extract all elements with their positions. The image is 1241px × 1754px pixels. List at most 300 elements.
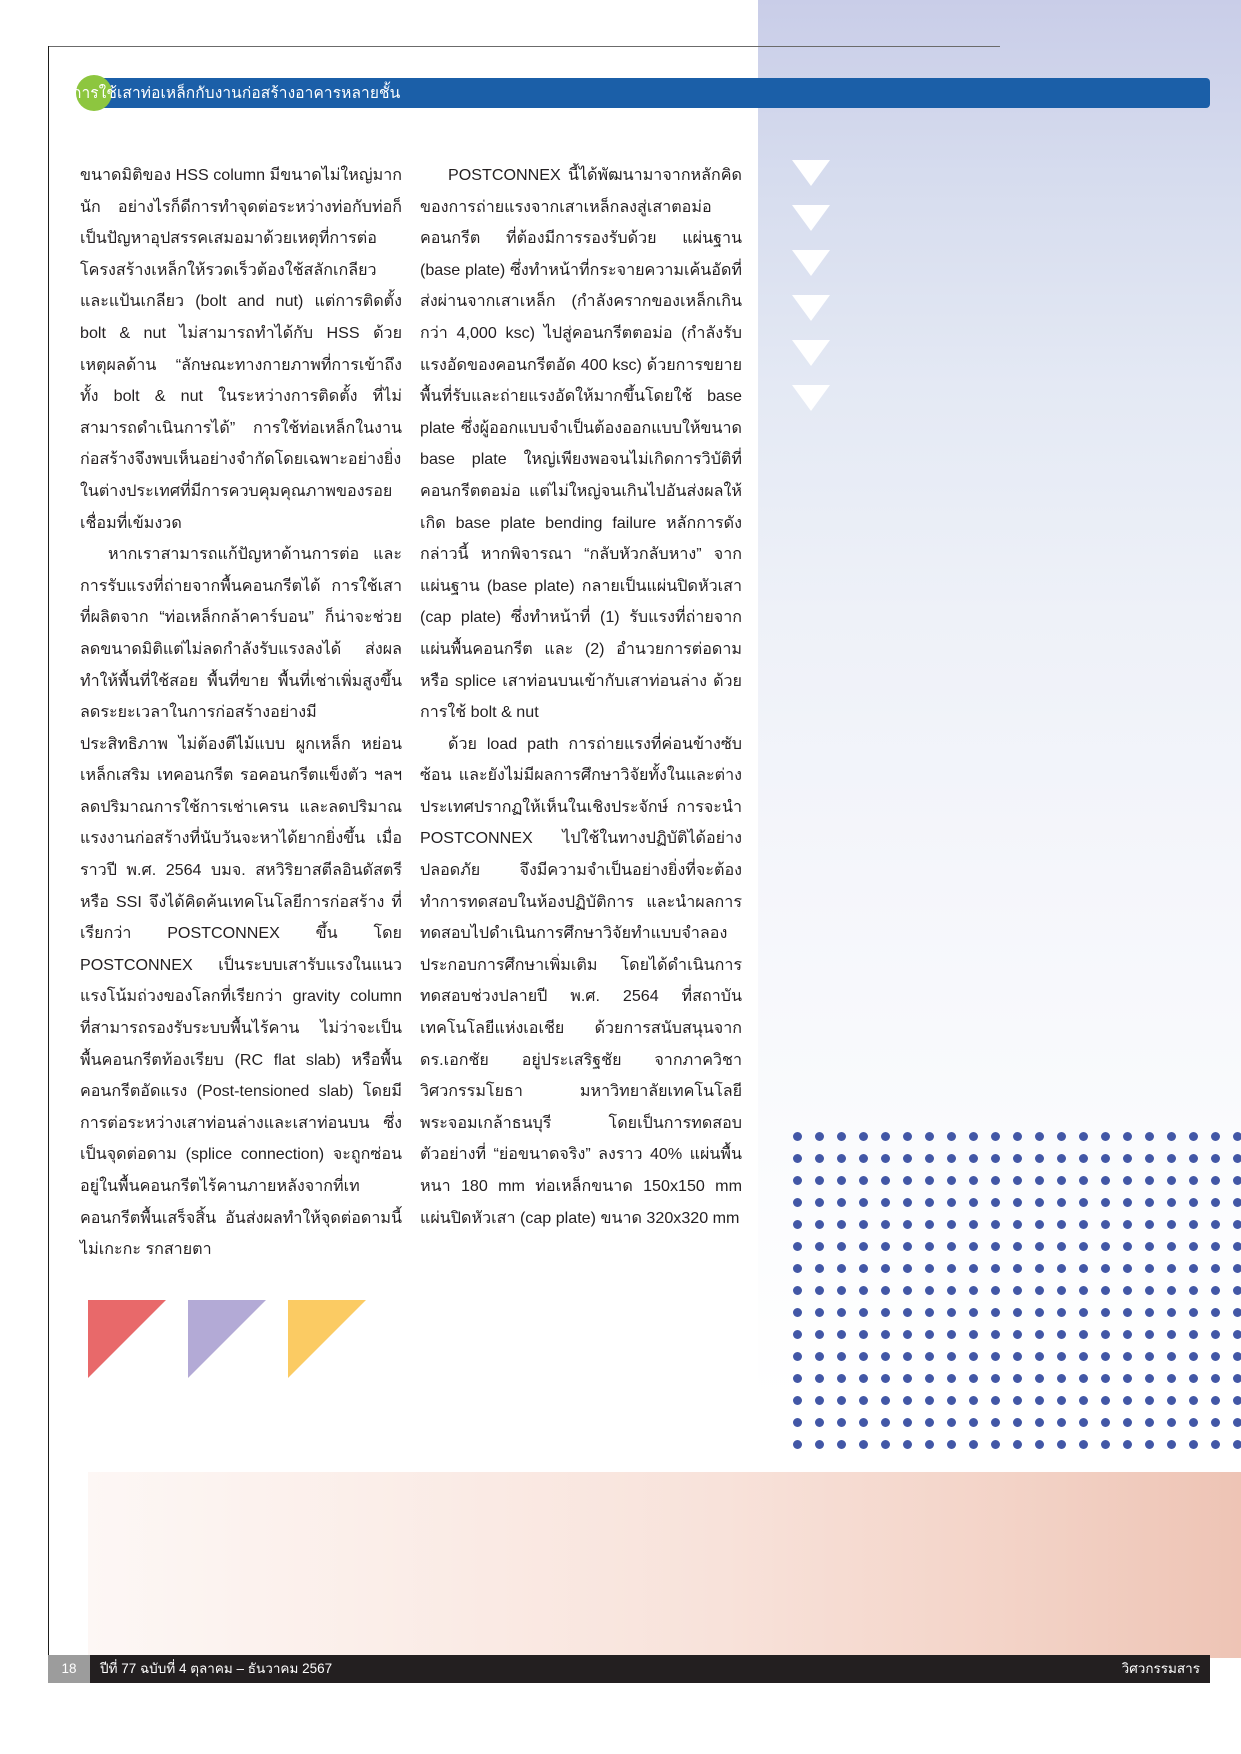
dot	[903, 1132, 912, 1141]
dot	[1101, 1198, 1110, 1207]
dot	[1167, 1132, 1176, 1141]
dot	[1211, 1396, 1220, 1405]
dot	[1013, 1308, 1022, 1317]
dot	[881, 1396, 890, 1405]
dot	[969, 1374, 978, 1383]
dot	[1189, 1264, 1198, 1273]
dot	[837, 1374, 846, 1383]
dot	[1101, 1220, 1110, 1229]
dot	[1013, 1220, 1022, 1229]
dot	[903, 1330, 912, 1339]
dot	[1167, 1242, 1176, 1251]
dot	[1123, 1286, 1132, 1295]
dot	[793, 1308, 802, 1317]
dot	[1101, 1286, 1110, 1295]
dot	[1123, 1374, 1132, 1383]
dot	[859, 1198, 868, 1207]
dot	[1013, 1286, 1022, 1295]
dot	[1167, 1330, 1176, 1339]
dot	[1167, 1286, 1176, 1295]
dot	[815, 1330, 824, 1339]
dot	[837, 1220, 846, 1229]
dot	[815, 1220, 824, 1229]
dot	[881, 1352, 890, 1361]
dot	[947, 1440, 956, 1449]
dot	[793, 1242, 802, 1251]
dot	[1057, 1418, 1066, 1427]
dot	[903, 1198, 912, 1207]
dot	[1079, 1220, 1088, 1229]
dot	[1189, 1440, 1198, 1449]
dot	[881, 1220, 890, 1229]
dot	[1145, 1198, 1154, 1207]
dot	[969, 1286, 978, 1295]
dot	[947, 1242, 956, 1251]
dot	[991, 1286, 1000, 1295]
dot	[1211, 1352, 1220, 1361]
dot	[793, 1286, 802, 1295]
dot-row	[793, 1282, 1241, 1304]
dot	[1057, 1374, 1066, 1383]
dot	[947, 1286, 956, 1295]
dot	[1145, 1440, 1154, 1449]
dot	[1123, 1198, 1132, 1207]
dot	[1079, 1440, 1088, 1449]
dot	[925, 1154, 934, 1163]
dot	[991, 1418, 1000, 1427]
left-vertical-rule	[48, 46, 49, 1682]
dot	[1079, 1308, 1088, 1317]
dot	[947, 1330, 956, 1339]
dot	[1211, 1264, 1220, 1273]
dot	[793, 1176, 802, 1185]
dot	[1211, 1418, 1220, 1427]
dot	[1035, 1242, 1044, 1251]
dot	[991, 1440, 1000, 1449]
dot	[925, 1440, 934, 1449]
dot-row	[793, 1128, 1241, 1150]
triangle-down-icon	[792, 205, 830, 231]
dot	[1101, 1264, 1110, 1273]
dot	[1145, 1286, 1154, 1295]
dot	[1211, 1308, 1220, 1317]
dot	[1189, 1308, 1198, 1317]
triangle-down-icon	[792, 250, 830, 276]
dot	[1145, 1330, 1154, 1339]
dot	[1035, 1330, 1044, 1339]
dot	[859, 1352, 868, 1361]
dot	[1145, 1374, 1154, 1383]
dot	[1145, 1418, 1154, 1427]
dot	[1233, 1374, 1241, 1383]
dot	[815, 1352, 824, 1361]
dot	[1233, 1242, 1241, 1251]
dot	[1035, 1264, 1044, 1273]
dot	[1013, 1154, 1022, 1163]
dot	[947, 1396, 956, 1405]
dot	[859, 1286, 868, 1295]
dot	[947, 1352, 956, 1361]
dot	[793, 1418, 802, 1427]
dot	[1211, 1330, 1220, 1339]
dot-row	[793, 1238, 1241, 1260]
dot	[969, 1176, 978, 1185]
dot	[1101, 1330, 1110, 1339]
dot	[881, 1440, 890, 1449]
dot	[881, 1176, 890, 1185]
dot	[1167, 1352, 1176, 1361]
dot	[1057, 1198, 1066, 1207]
dot	[1167, 1396, 1176, 1405]
dot	[815, 1154, 824, 1163]
dot	[1057, 1440, 1066, 1449]
dot	[837, 1352, 846, 1361]
issue-info: ปีที่ 77 ฉบับที่ 4 ตุลาคม – ธันวาคม 2567	[100, 1661, 333, 1676]
dot	[859, 1396, 868, 1405]
dot	[1145, 1132, 1154, 1141]
dot	[1167, 1198, 1176, 1207]
dot	[881, 1198, 890, 1207]
dot	[903, 1374, 912, 1383]
dot	[881, 1308, 890, 1317]
dot	[925, 1330, 934, 1339]
dot	[903, 1396, 912, 1405]
dot	[1101, 1176, 1110, 1185]
dot	[1057, 1330, 1066, 1339]
dot	[1233, 1176, 1241, 1185]
dot	[859, 1440, 868, 1449]
dot	[1167, 1418, 1176, 1427]
dot	[1057, 1396, 1066, 1405]
dot	[881, 1242, 890, 1251]
dot	[1211, 1176, 1220, 1185]
dot	[969, 1220, 978, 1229]
dot	[1035, 1418, 1044, 1427]
dot	[903, 1220, 912, 1229]
dot	[793, 1440, 802, 1449]
dot	[1189, 1198, 1198, 1207]
dot	[947, 1154, 956, 1163]
dot	[1123, 1154, 1132, 1163]
dot	[1013, 1132, 1022, 1141]
dot	[969, 1440, 978, 1449]
top-horizontal-rule	[48, 46, 1000, 47]
dot	[1057, 1352, 1066, 1361]
dot	[991, 1132, 1000, 1141]
dot	[881, 1330, 890, 1339]
dot	[1013, 1396, 1022, 1405]
dot	[837, 1198, 846, 1207]
dot	[1123, 1132, 1132, 1141]
dot	[859, 1264, 868, 1273]
dot-row	[793, 1436, 1241, 1458]
dot	[1035, 1374, 1044, 1383]
article-title: การใช้เสาท่อเหล็กกับงานก่อสร้างอาคารหลายชั้น	[72, 85, 401, 102]
dot-pattern-decoration	[793, 1128, 1241, 1458]
dot	[1035, 1176, 1044, 1185]
dot	[881, 1374, 890, 1383]
dot	[1013, 1418, 1022, 1427]
dot	[815, 1198, 824, 1207]
dot	[925, 1418, 934, 1427]
dot	[1233, 1264, 1241, 1273]
dot	[991, 1264, 1000, 1273]
dot	[1101, 1374, 1110, 1383]
dot	[1189, 1286, 1198, 1295]
dot	[837, 1396, 846, 1405]
dot	[859, 1154, 868, 1163]
dot	[1233, 1154, 1241, 1163]
dot	[1145, 1352, 1154, 1361]
dot	[1079, 1396, 1088, 1405]
dot	[815, 1286, 824, 1295]
dot	[881, 1154, 890, 1163]
dot	[1035, 1220, 1044, 1229]
dot	[1233, 1286, 1241, 1295]
dot	[925, 1352, 934, 1361]
dot	[903, 1418, 912, 1427]
dot	[1101, 1418, 1110, 1427]
dot	[859, 1220, 868, 1229]
white-triangle-group	[792, 160, 830, 430]
dot	[1035, 1286, 1044, 1295]
dot	[1123, 1418, 1132, 1427]
dot	[815, 1396, 824, 1405]
dot	[903, 1440, 912, 1449]
dot	[1013, 1176, 1022, 1185]
dot	[837, 1330, 846, 1339]
dot	[991, 1308, 1000, 1317]
dot	[1123, 1330, 1132, 1339]
dot	[859, 1242, 868, 1251]
dot	[991, 1198, 1000, 1207]
dot-row	[793, 1348, 1241, 1370]
dot	[1101, 1242, 1110, 1251]
body-column-right	[420, 160, 742, 1234]
dot-row	[793, 1392, 1241, 1414]
dot	[1233, 1396, 1241, 1405]
dot	[1145, 1242, 1154, 1251]
dot	[991, 1242, 1000, 1251]
dot	[815, 1176, 824, 1185]
dot	[1079, 1198, 1088, 1207]
dot	[1057, 1154, 1066, 1163]
dot	[903, 1308, 912, 1317]
dot-row	[793, 1150, 1241, 1172]
dot	[1189, 1330, 1198, 1339]
triangle-down-icon	[792, 340, 830, 366]
dot	[1233, 1308, 1241, 1317]
dot	[1079, 1352, 1088, 1361]
paragraph-left-1: ขนาดมิติของ HSS column มีขนาดไม่ใหญ่มากนัก อย่างไรก็ดีการทำจุดต่อระหว่างท่อกับท่อก็เป็นปัญหาอุปสรรคเสมอมาด้วยเหตุที่การต่อโครงสร้างเหล็กให้รวดเร็วต้องใช้สลักเกลียวและแป้นเกลียว (bolt and nut) แต่การติดตั้ง bolt & nut ไม่สามารถทำได้กับ HSS ด้วยเหตุผลด้าน “ลักษณะทางกายภาพที่การเข้าถึงทั้ง bolt & nut ในระหว่างการติดตั้ง ที่ไม่สามารถดำเนินการได้” การใช้ท่อเหล็กในงานก่อสร้างจึงพบเห็นอย่างจำกัดโดยเฉพาะอย่างยิ่งในต่างประเทศที่มีการควบคุมคุณภาพของรอยเชื่อมที่เข้มงวด	[80, 166, 402, 532]
dot	[1189, 1374, 1198, 1383]
dot-row	[793, 1304, 1241, 1326]
dot	[947, 1198, 956, 1207]
dot	[969, 1264, 978, 1273]
dot	[1057, 1242, 1066, 1251]
dot	[1211, 1374, 1220, 1383]
dot-row	[793, 1414, 1241, 1436]
dot	[1035, 1132, 1044, 1141]
dot	[1013, 1330, 1022, 1339]
dot	[1057, 1132, 1066, 1141]
dot	[1145, 1176, 1154, 1185]
dot	[1013, 1264, 1022, 1273]
dot	[969, 1154, 978, 1163]
dot	[815, 1440, 824, 1449]
dot	[969, 1132, 978, 1141]
dot	[815, 1308, 824, 1317]
dot	[1123, 1264, 1132, 1273]
dot	[815, 1418, 824, 1427]
paragraph-left-2: หากเราสามารถแก้ปัญหาด้านการต่อ และการรับแรงที่ถ่ายจากพื้นคอนกรีตได้ การใช้เสาที่ผลิตจาก “ท่อเหล็กกล้าคาร์บอน” ก็น่าจะช่วย ลดขนาดมิติแต่ไม่ลดกำลังรับแรงลงได้ ส่งผลทำให้พื้นที่ใช้สอย พื้นที่ขาย พื้นที่เช่าเพิ่มสูงขึ้น ลดระยะเวลาในการก่อสร้างอย่างมีประสิทธิภาพ ไม่ต้องตีไม้แบบ ผูกเหล็ก หย่อนเหล็กเสริม เทคอนกรีต รอคอนกรีตแข็งตัว ฯลฯ ลดปริมาณการใช้การเช่าเครน และลดปริมาณแรงงานก่อสร้างที่นับวันจะหาได้ยากยิ่งขึ้น เมื่อราวปี พ.ศ. 2564 บมจ. สหวิริยาสตีลอินดัสตรี หรือ SSI จึงได้คิดค้นเทคโนโลยีการก่อสร้าง ที่เรียกว่า POSTCONNEX ขึ้น โดย POSTCONNEX เป็นระบบเสารับแรงในแนวแรงโน้มถ่วงของโลกที่เรียกว่า gravity column ที่สามารถรองรับระบบพื้นไร้คาน ไม่ว่าจะเป็น พื้นคอนกรีตท้องเรียบ (RC flat slab) หรือพื้นคอนกรีตอัดแรง (Post-tensioned slab) โดยมีการต่อระหว่างเสาท่อนล่างและเสาท่อนบน ซึ่งเป็นจุดต่อดาม (splice connection) จะถูกซ่อนอยู่ในพื้นคอนกรีตไร้คานภายหลังจากที่เทคอนกรีตพื้นเสร็จสิ้น อันส่งผลทำให้จุดต่อดามนี้ไม่เกะกะ รกสายตา	[80, 545, 402, 1259]
dot	[1233, 1418, 1241, 1427]
dot	[881, 1132, 890, 1141]
dot	[1123, 1352, 1132, 1361]
dot	[1035, 1352, 1044, 1361]
dot	[969, 1308, 978, 1317]
dot	[837, 1440, 846, 1449]
dot	[815, 1242, 824, 1251]
dot	[1079, 1132, 1088, 1141]
triangle-down-icon	[792, 385, 830, 411]
dot-row	[793, 1326, 1241, 1348]
dot	[947, 1374, 956, 1383]
page-number: 18	[48, 1655, 90, 1683]
yellow-triangle-decoration	[288, 1300, 366, 1378]
dot	[837, 1308, 846, 1317]
dot	[793, 1154, 802, 1163]
dot	[793, 1396, 802, 1405]
dot	[1189, 1132, 1198, 1141]
dot	[969, 1396, 978, 1405]
dot	[1035, 1154, 1044, 1163]
dot	[1211, 1198, 1220, 1207]
dot	[1101, 1440, 1110, 1449]
dot	[1167, 1176, 1176, 1185]
dot	[1013, 1374, 1022, 1383]
dot	[881, 1286, 890, 1295]
dot	[1211, 1220, 1220, 1229]
dot	[793, 1132, 802, 1141]
dot	[925, 1198, 934, 1207]
dot	[903, 1286, 912, 1295]
dot	[1079, 1154, 1088, 1163]
dot	[1189, 1154, 1198, 1163]
dot	[837, 1154, 846, 1163]
dot	[837, 1286, 846, 1295]
dot	[815, 1132, 824, 1141]
dot	[947, 1418, 956, 1427]
dot	[925, 1132, 934, 1141]
dot-row	[793, 1260, 1241, 1282]
dot	[1101, 1352, 1110, 1361]
dot	[837, 1132, 846, 1141]
dot	[991, 1396, 1000, 1405]
dot	[925, 1374, 934, 1383]
dot	[969, 1198, 978, 1207]
dot	[925, 1264, 934, 1273]
dot	[991, 1220, 1000, 1229]
dot	[1189, 1396, 1198, 1405]
dot	[1167, 1220, 1176, 1229]
dot	[969, 1352, 978, 1361]
dot	[1079, 1330, 1088, 1339]
dot	[947, 1176, 956, 1185]
dot	[1233, 1440, 1241, 1449]
paragraph-right-1: POSTCONNEX นี้ได้พัฒนามาจากหลักคิดของการถ่ายแรงจากเสาเหล็กลงสู่เสาตอม่อคอนกรีต ที่ต้องมีการรองรับด้วย แผ่นฐาน (base plate) ซึ่งทำหน้าที่กระจายความเค้นอัดที่ส่งผ่านจากเสาเหล็ก (กำลังครากของเหล็กเกินกว่า 4,000 ksc) ไปสู่คอนกรีตตอม่อ (กำลังรับแรงอัดของคอนกรีตอัด 400 ksc) ด้วยการขยายพื้นที่รับและถ่ายแรงอัดให้มากขึ้นโดยใช้ base plate ซึ่งผู้ออกแบบจำเป็นต้องออกแบบให้ขนาด base plate ใหญ่เพียงพอจนไม่เกิดการวิบัติที่คอนกรีตตอม่อ แต่ไม่ใหญ่จนเกินไปอันส่งผลให้เกิด base plate bending failure หลักการดังกล่าวนี้ หากพิจารณา “กลับหัวกลับหาง” จาก แผ่นฐาน (base plate) กลายเป็นแผ่นปิดหัวเสา (cap plate) ซึ่งทำหน้าที่ (1) รับแรงที่ถ่ายจากแผ่นพื้นคอนกรีต และ (2) อำนวยการต่อดาม หรือ splice เสาท่อนบนเข้ากับเสาท่อนล่าง ด้วยการใช้ bolt & nut	[420, 166, 742, 722]
dot	[837, 1264, 846, 1273]
dot	[1189, 1352, 1198, 1361]
dot	[837, 1418, 846, 1427]
dot	[1211, 1440, 1220, 1449]
dot	[793, 1220, 802, 1229]
dot	[1233, 1352, 1241, 1361]
purple-triangle-decoration	[188, 1300, 266, 1378]
dot	[1189, 1242, 1198, 1251]
dot	[991, 1154, 1000, 1163]
dot	[903, 1242, 912, 1251]
dot	[793, 1374, 802, 1383]
dot	[815, 1374, 824, 1383]
dot-row	[793, 1370, 1241, 1392]
dot	[1123, 1308, 1132, 1317]
dot	[1079, 1418, 1088, 1427]
dot	[859, 1418, 868, 1427]
dot	[1123, 1220, 1132, 1229]
dot	[947, 1264, 956, 1273]
dot	[1145, 1396, 1154, 1405]
dot	[859, 1330, 868, 1339]
dot	[1167, 1154, 1176, 1163]
dot	[991, 1374, 1000, 1383]
dot	[793, 1264, 802, 1273]
publication-name: วิศวกรรมสาร	[1121, 1661, 1200, 1676]
dot	[1167, 1440, 1176, 1449]
dot	[1035, 1308, 1044, 1317]
dot	[1057, 1220, 1066, 1229]
dot	[925, 1286, 934, 1295]
dot	[1079, 1176, 1088, 1185]
dot	[1013, 1242, 1022, 1251]
triangle-down-icon	[792, 295, 830, 321]
dot	[1145, 1154, 1154, 1163]
dot	[1101, 1396, 1110, 1405]
dot	[1035, 1440, 1044, 1449]
dot	[1145, 1220, 1154, 1229]
dot	[991, 1330, 1000, 1339]
dot	[1101, 1154, 1110, 1163]
dot	[1123, 1440, 1132, 1449]
dot	[991, 1352, 1000, 1361]
dot	[1013, 1352, 1022, 1361]
dot	[1079, 1286, 1088, 1295]
dot	[947, 1132, 956, 1141]
dot	[859, 1374, 868, 1383]
dot	[1211, 1286, 1220, 1295]
dot	[1079, 1242, 1088, 1251]
dot	[1123, 1396, 1132, 1405]
dot	[837, 1242, 846, 1251]
dot	[947, 1308, 956, 1317]
body-column-left	[80, 160, 402, 1266]
dot	[1167, 1308, 1176, 1317]
dot	[925, 1242, 934, 1251]
dot	[903, 1154, 912, 1163]
dot	[991, 1176, 1000, 1185]
dot	[881, 1264, 890, 1273]
dot	[1145, 1264, 1154, 1273]
